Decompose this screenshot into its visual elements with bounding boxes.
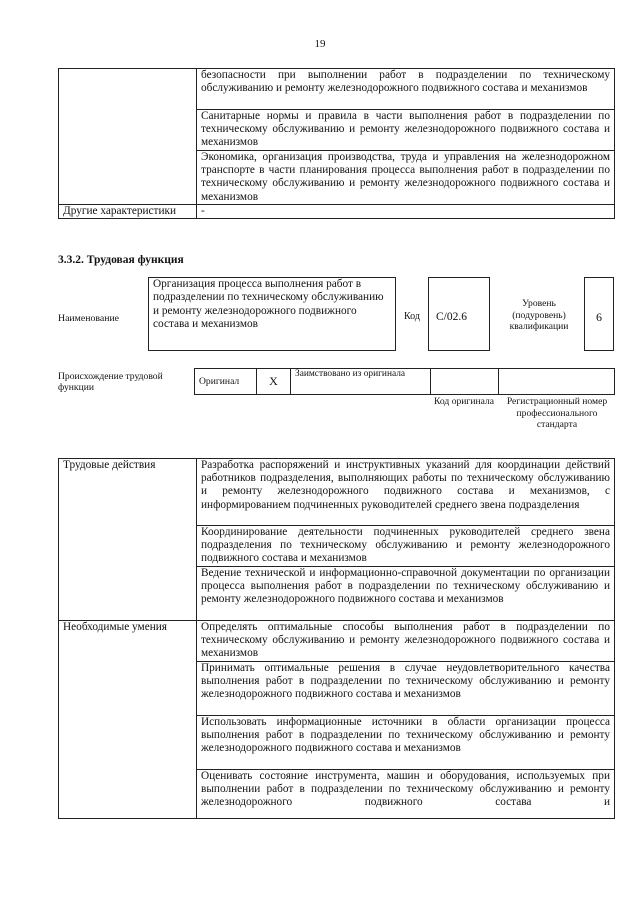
skill-item: Определять оптимальные способы выполнения работ в подразделении по техническому обслуживанию и ремонту железнодорожного подвижного состава и механизмов xyxy=(197,621,615,662)
function-code-box: C/02.6 xyxy=(428,277,490,351)
skill-item: Принимать оптимальные решения в случае неудовлетворительного качества выполнения работ в подразделении по техническому обслуживанию и ремонту железнодорожного подвижного состава и механизмов xyxy=(197,662,615,716)
labor-action-item: Разработка распоряжений и инструктивных указаний для координации действий работников подразделения, выполняющих работы по техническому обслуживанию и ремонту железнодорожного подвижного состава и механизмов, с информированием подчиненных руководителей среднего звена подразделения xyxy=(197,459,615,526)
skill-item: Использовать информационные источники в области организации процесса выполнения работ в подразделении по техническому обслуживанию и ремонту железнодорожного подвижного состава и механизмов xyxy=(197,716,615,770)
borrowed-label: Заимствовано из оригинала xyxy=(291,369,431,395)
registration-caption: Регистрационный номер профессионального стандарта xyxy=(506,396,608,430)
labor-action-item: Координирование деятельности подчиненных руководителей среднего звена подразделения по техническому обслуживанию и ремонту железнодорожного подвижного состава и механизмов xyxy=(197,526,615,567)
code-original-caption: Код оригинала xyxy=(433,396,495,407)
knowledge-continuation-table xyxy=(58,68,615,219)
section-title: 3.3.2. Трудовая функция xyxy=(58,254,184,266)
labor-action-item: Ведение технической и информационно-справочной документации по организации процесса выполнения работ в подразделении по техническому обслуживанию и ремонту железнодорожного подвижного состава и механизмов xyxy=(197,567,615,621)
original-code-cell xyxy=(431,369,499,395)
registration-number-cell xyxy=(499,369,615,395)
table-row xyxy=(195,369,615,395)
function-name-box: Организация процесса выполнения работ в подразделении по техническому обслуживанию и ремонту железнодорожного подвижного состава и механизмов xyxy=(148,277,396,351)
origin-label: Происхождение трудовой функции xyxy=(58,371,163,393)
page-number: 19 xyxy=(314,38,326,50)
level-label: Уровень (подуровень) квалификации xyxy=(509,298,569,332)
knowledge-item: безопасности при выполнении работ в подразделении по техническому обслуживанию и ремонту железнодорожного подвижного состава и механизмов xyxy=(197,69,615,110)
origin-table xyxy=(194,368,615,395)
other-characteristics-value: - xyxy=(197,205,615,219)
label-cell-empty xyxy=(59,69,197,205)
skill-item: Оценивать состояние инструмента, машин и оборудования, используемых при выполнении работ в подразделении по техническому обслуживанию и ремонту железнодорожного подвижного состава и xyxy=(197,770,615,819)
name-label: Наименование xyxy=(58,313,120,324)
function-details-table xyxy=(58,458,615,819)
original-label: Оригинал xyxy=(195,369,257,395)
table-row xyxy=(59,621,615,662)
level-value-box: 6 xyxy=(584,277,614,351)
knowledge-item: Экономика, организация производства, труда и управления на железнодорожном транспорте в части планирования процесса выполнения работ в подразделении по техническому обслуживанию и ремонту железнодорожного подвижного состава и механизмов xyxy=(197,151,615,205)
table-row xyxy=(59,459,615,526)
code-label: Код xyxy=(404,311,420,322)
knowledge-item: Санитарные нормы и правила в части выполнения работ в подразделении по техническому обслуживанию и ремонту железнодорожного подвижного состава и механизмов xyxy=(197,110,615,151)
labor-actions-label: Трудовые действия xyxy=(59,459,197,621)
other-characteristics-label: Другие характеристики xyxy=(59,205,197,219)
original-mark: X xyxy=(257,369,291,395)
table-row xyxy=(59,205,615,219)
required-skills-label: Необходимые умения xyxy=(59,621,197,819)
table-row xyxy=(59,69,615,110)
